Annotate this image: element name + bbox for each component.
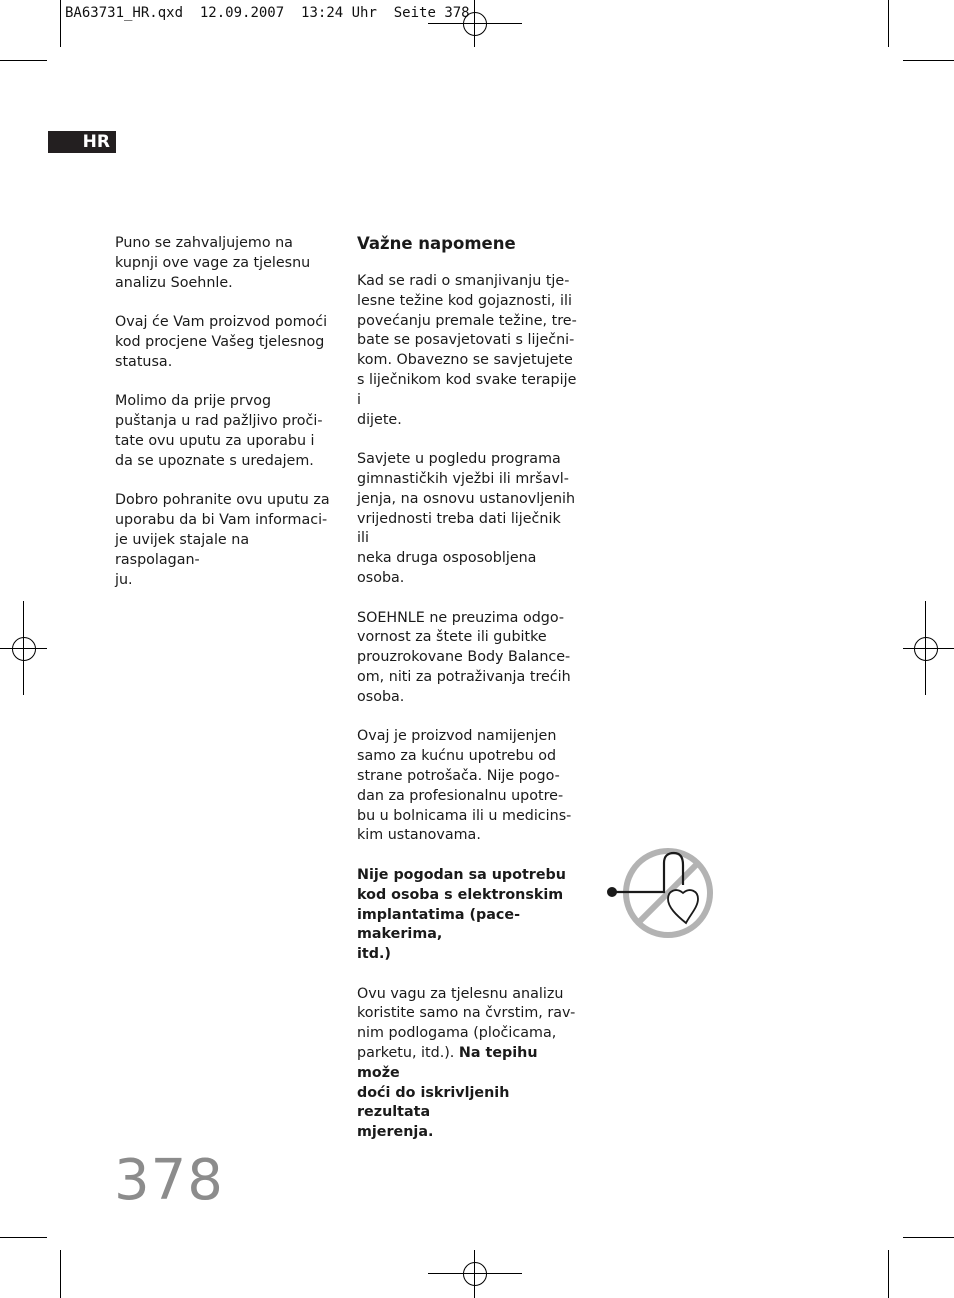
language-tab: HR [48,131,116,153]
notes-column [357,234,577,1163]
slug-file: BA63731_HR.qxd [65,5,184,21]
no-pacemaker-icon [600,845,718,941]
crop-mark-tr-v [888,0,889,47]
crop-mark-tr-h [903,60,954,61]
notes-paragraph-3: SOEHNLE ne preuzima odgo- vornost za štete ili gubitke prouzrokovane Body Balance- om, niti za potraživanja trećih osoba. [357,609,571,705]
slug-date: 12.09.2007 [199,5,285,21]
crop-mark-br-h [903,1237,954,1238]
crop-mark-tl-v [60,0,61,47]
slug-page: Seite 378 [393,5,470,21]
page-number: 378 [114,1148,224,1213]
section-heading: Važne napomene [357,234,516,253]
notes-paragraph-2: Savjete u pogledu programa gimnastičkih vježbi ili mršavl- jenja, na osnovu ustanovljenih vrijednosti treba dati liječnik ili neka druga osposobljena osoba. [357,451,576,586]
crop-mark-tl-h [0,60,47,61]
notes-paragraph-1: Kad se radi o smanjivanju tje- lesne težine kod gojaznosti, ili povećanju premale težine, tre- bate se posavjetovati s liječni- kom. Obavezno se savjetujete s liječnikom kod svake terapije i dijete. [357,273,577,428]
surface-warning: Na tepihu može doći do iskrivljenih rezultata mjerenja. [357,1045,538,1141]
intro-paragraph-1: Puno se zahvaljujemo na kupnji ove vage za tjelesnu analizu Soehnle. [115,235,311,291]
crop-mark-br-v [888,1250,889,1298]
intro-paragraph-2: Ovaj će Vam proizvod pomoći kod procjene Vašeg tjelesnog statusa. [115,314,328,370]
crop-mark-bl-h [0,1237,47,1238]
intro-column [115,234,337,610]
notes-paragraph-4: Ovaj je proizvod namijenjen samo za kućnu upotrebu od strane potrošača. Nije pogo- dan za profesionalnu upotre- bu u bolnicama ili u medicins- kim ustanovama. [357,728,572,844]
slug-time: 13:24 Uhr [301,5,377,21]
surface-text: Ovu vagu za tjelesnu analizu koristite samo na čvrstim, rav- nim podlogama (pločicama, parketu, itd.). [357,985,576,1062]
surface-paragraph [357,985,577,1143]
intro-paragraph-3: Molimo da prije prvog puštanja u rad pažljivo proči- tate ovu uputu za uporabu i da se upoznate s uredajem. [115,393,323,469]
pacemaker-warning: Nije pogodan sa upotrebu kod osoba s elektronskim implantatima (pace-makerima, itd.) [357,866,566,963]
file-slug [65,5,470,21]
intro-paragraph-4: Dobro pohranite ovu uputu za uporabu da bi Vam informaci- je uvijek stajale na raspolagan- ju. [115,492,330,588]
crop-mark-bl-v [60,1250,61,1298]
